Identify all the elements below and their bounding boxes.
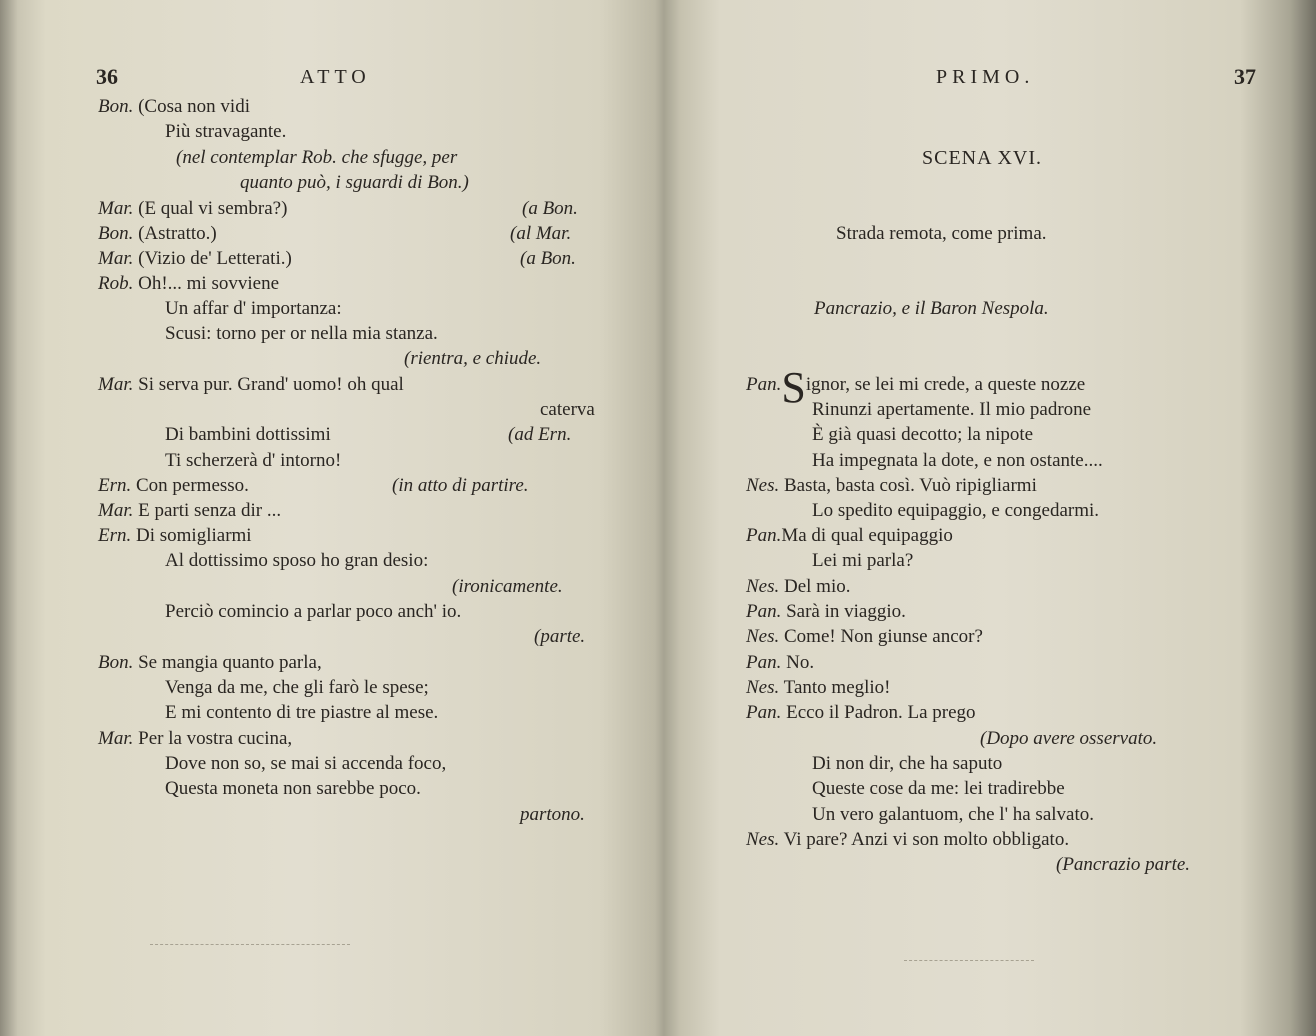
text-line: Lo spedito equipaggio, e congedarmi. [812,500,1100,521]
text-line: Queste cose da me: lei tradirebbe [812,778,1065,799]
text-line: Ha impegnata la dote, e non ostante.... [812,450,1103,471]
text-line: Pan. No. [746,652,815,673]
text-line: E mi contento di tre piastre al mese. [165,702,439,723]
text-line: Pan. Ecco il Padron. La prego [746,702,976,723]
text-line: Mar. (E qual vi sembra?) [98,198,288,219]
text-line: Perciò comincio a parlar poco anch' io. [165,601,462,622]
text-line: Ern. Con permesso. [98,475,249,496]
stage-direction: partono. [520,804,585,825]
text-line: Pan. Sarà in viaggio. [746,601,906,622]
stage-direction: quanto può, i sguardi di Bon.) [240,172,469,193]
right-page [664,0,1316,1036]
scene-title: SCENA XVI. [922,147,1043,169]
text-line: Venga da me, che gli farò le spese; [165,677,429,698]
text-line: caterva [540,399,595,420]
text-line: Nes. Come! Non giunse ancor? [746,626,983,647]
text-line: Rinunzi apertamente. Il mio padrone [812,399,1092,420]
text-line: Di bambini dottissimi [165,424,331,445]
drop-cap: S [781,363,806,412]
text-line: Pan.Signor, se lei mi crede, a queste nozze [746,363,1086,412]
text-line: Un affar d' importanza: [165,298,342,319]
scene-setting: Strada remota, come prima. [836,223,1047,244]
text-line: Al dottissimo sposo ho gran desio: [165,550,429,571]
stage-direction: (in atto di partire. [392,475,529,496]
stage-direction: (a Bon. [522,198,578,219]
text-line: Mar. Per la vostra cucina, [98,728,293,749]
bleed-through-mark [150,944,350,945]
stage-direction: (rientra, e chiude. [404,348,542,369]
text-line: Nes. Vi pare? Anzi vi son molto obbligato. [746,829,1070,850]
page-number: 37 [1234,64,1256,89]
text-line: Ti scherzerà d' intorno! [165,450,342,471]
text-line: Lei mi parla? [812,550,914,571]
text-line: Nes. Del mio. [746,576,851,597]
text-line: Nes. Basta, basta così. Vuò ripigliarmi [746,475,1037,496]
text-line: È già quasi decotto; la nipote [812,424,1034,445]
stage-direction: (Pancrazio parte. [1056,854,1191,875]
text-line: Bon. Se mangia quanto parla, [98,652,322,673]
stage-direction: (a Bon. [520,248,576,269]
text-line: Mar. (Vizio de' Letterati.) [98,248,292,269]
text-line: Questa moneta non sarebbe poco. [165,778,421,799]
text-line: Di non dir, che ha saputo [812,753,1003,774]
text-line: Dove non so, se mai si accenda foco, [165,753,447,774]
stage-direction: (parte. [534,626,586,647]
text-line: Più stravagante. [165,121,287,142]
scene-characters: Pancrazio, e il Baron Nespola. [814,298,1049,319]
stage-direction: (ad Ern. [508,424,572,445]
text-line: Rob. Oh!... mi sovviene [98,273,280,294]
text-line: Nes. Tanto meglio! [746,677,891,698]
running-head: ATTO [300,66,371,88]
text-line: Scusi: torno per or nella mia stanza. [165,323,438,344]
stage-direction: (ironicamente. [452,576,563,597]
text-line: Ern. Di somigliarmi [98,525,252,546]
stage-direction: (al Mar. [510,223,572,244]
text-line: Un vero galantuom, che l' ha salvato. [812,804,1095,825]
page-number: 36 [96,64,118,89]
text-line: Bon. (Cosa non vidi [98,96,250,117]
stage-direction: (Dopo avere osservato. [980,728,1158,749]
text-line: Pan.Ma di qual equipaggio [746,525,953,546]
bleed-through-mark [904,960,1034,961]
text-line: Mar. E parti senza dir ... [98,500,282,521]
running-head: PRIMO. [936,66,1035,88]
text-line: Mar. Si serva pur. Grand' uomo! oh qual [98,374,404,395]
text-line: Bon. (Astratto.) [98,223,217,244]
stage-direction: (nel contemplar Rob. che sfugge, per [176,147,458,168]
